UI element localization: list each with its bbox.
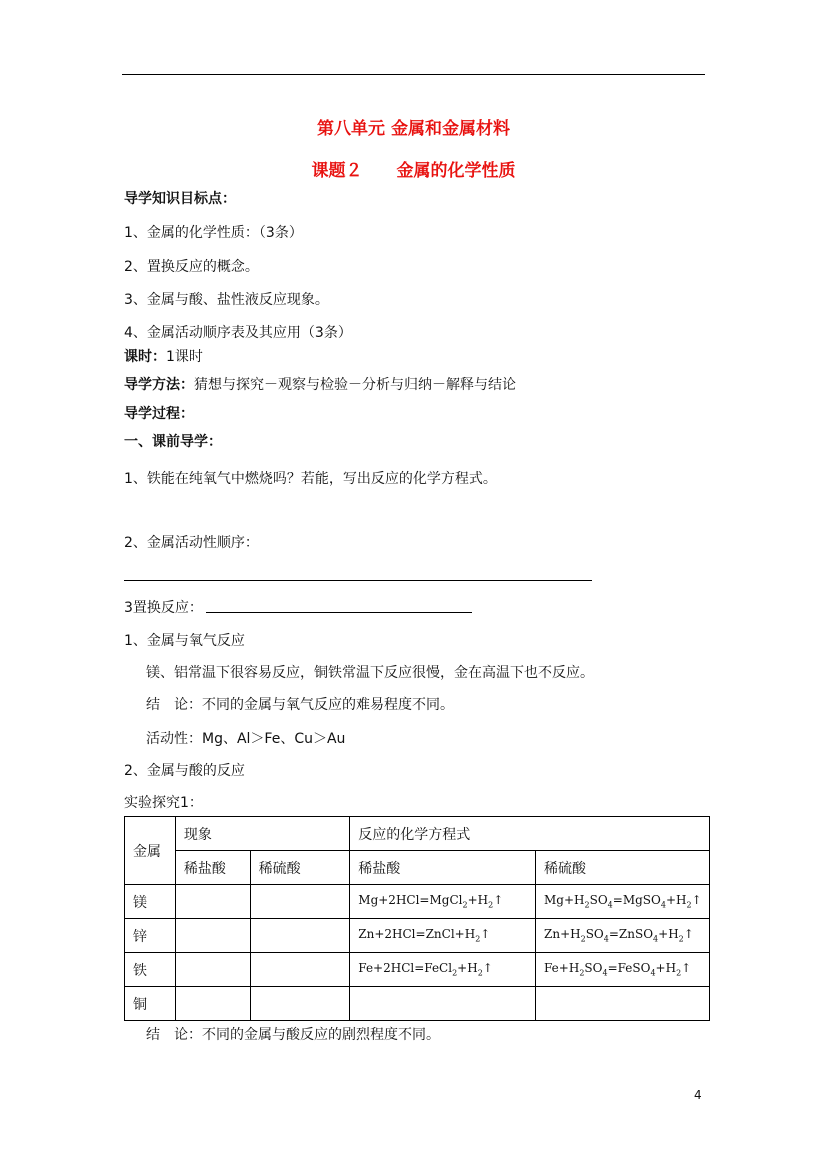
- answer-line-1: [124, 580, 592, 581]
- method-value: 猜想与探究－观察与检验－分析与归纳－解释与结论: [194, 377, 516, 393]
- goal-item-4: 4、金属活动顺序表及其应用（3条）: [124, 325, 352, 341]
- pre-question-3: 3置换反应：: [124, 600, 203, 616]
- goals-heading: 导学知识目标点：: [124, 191, 236, 207]
- pre-question-2: 2、金属活动性顺序：: [124, 535, 259, 551]
- header-phenomenon-h2so4: 稀硫酸: [250, 851, 350, 885]
- phenomenon-hcl-cell: [175, 919, 250, 953]
- metal-cell: 铜: [125, 987, 176, 1021]
- page-title: 第八单元 金属和金属材料: [317, 119, 510, 139]
- metal-cell: 镁: [125, 885, 176, 919]
- goal-item-1: 1、金属的化学性质：（3条）: [124, 225, 303, 241]
- answer-line-2: [206, 612, 472, 613]
- class-time-label: 课时：: [124, 349, 166, 365]
- method: [124, 374, 516, 394]
- goal-item-2: 2、置换反应的概念。: [124, 259, 259, 275]
- class-time: [124, 346, 203, 366]
- header-phenomenon: 现象: [175, 817, 349, 851]
- equation-hcl-cell: [350, 987, 536, 1021]
- header-phenomenon-hcl: 稀盐酸: [175, 851, 250, 885]
- table-row: [125, 987, 710, 1021]
- page-subtitle: 课题２ 金属的化学性质: [311, 161, 516, 181]
- table-row: [125, 919, 710, 953]
- header-equation: 反应的化学方程式: [350, 817, 710, 851]
- metal-cell: 铁: [125, 953, 176, 987]
- part2-conclusion: 结 论：不同的金属与酸反应的剧烈程度不同。: [146, 1027, 440, 1043]
- part1-heading: 1、金属与氧气反应: [124, 633, 245, 649]
- equation-h2so4-cell: $Fe+H_2SO_4=FeSO_4+H_2↑$: [536, 953, 710, 987]
- phenomenon-h2so4-cell: [250, 987, 350, 1021]
- page-number: 4: [694, 1088, 702, 1102]
- goal-item-3: 3、金属与酸、盐性液反应现象。: [124, 292, 329, 308]
- equation-h2so4-cell: [536, 987, 710, 1021]
- equation-hcl-cell: $Mg+2HCl=MgCl_2+H_2↑$: [350, 885, 536, 919]
- part1-text: 镁、铝常温下很容易反应，铜铁常温下反应很慢，金在高温下也不反应。: [146, 665, 594, 681]
- pre-question-1: 1、铁能在纯氧气中燃烧吗？若能，写出反应的化学方程式。: [124, 471, 497, 487]
- phenomenon-h2so4-cell: [250, 953, 350, 987]
- equation-h2so4-cell: $Mg+H_2SO_4=MgSO_4+H_2↑$: [536, 885, 710, 919]
- phenomenon-hcl-cell: [175, 885, 250, 919]
- part2-heading: 2、金属与酸的反应: [124, 763, 245, 779]
- header-equation-hcl: 稀盐酸: [350, 851, 536, 885]
- phenomenon-hcl-cell: [175, 987, 250, 1021]
- part1-activity: 活动性：Mg、Al＞Fe、Cu＞Au: [146, 731, 346, 747]
- equation-hcl-cell: $Zn+2HCl=ZnCl+H_2↑$: [350, 919, 536, 953]
- phenomenon-h2so4-cell: [250, 885, 350, 919]
- table-row: [125, 953, 710, 987]
- phenomenon-hcl-cell: [175, 953, 250, 987]
- class-time-value: 1课时: [166, 349, 203, 365]
- equation-hcl-cell: $Fe+2HCl=FeCl_2+H_2↑$: [350, 953, 536, 987]
- header-metal: 金属: [125, 817, 176, 885]
- method-label: 导学方法：: [124, 377, 194, 393]
- part1-conclusion: 结 论：不同的金属与氧气反应的难易程度不同。: [146, 697, 454, 713]
- equation-h2so4-cell: $Zn+H_2SO_4=ZnSO_4+H_2↑$: [536, 919, 710, 953]
- section1-heading: 一、课前导学：: [124, 434, 222, 450]
- process-heading: 导学过程：: [124, 406, 194, 422]
- header-equation-h2so4: 稀硫酸: [536, 851, 710, 885]
- phenomenon-h2so4-cell: [250, 919, 350, 953]
- metal-cell: 锌: [125, 919, 176, 953]
- experiment-label: 实验探究1：: [124, 795, 203, 811]
- header-rule: [122, 74, 705, 75]
- table-row: [125, 885, 710, 919]
- experiment-table: [124, 816, 710, 1021]
